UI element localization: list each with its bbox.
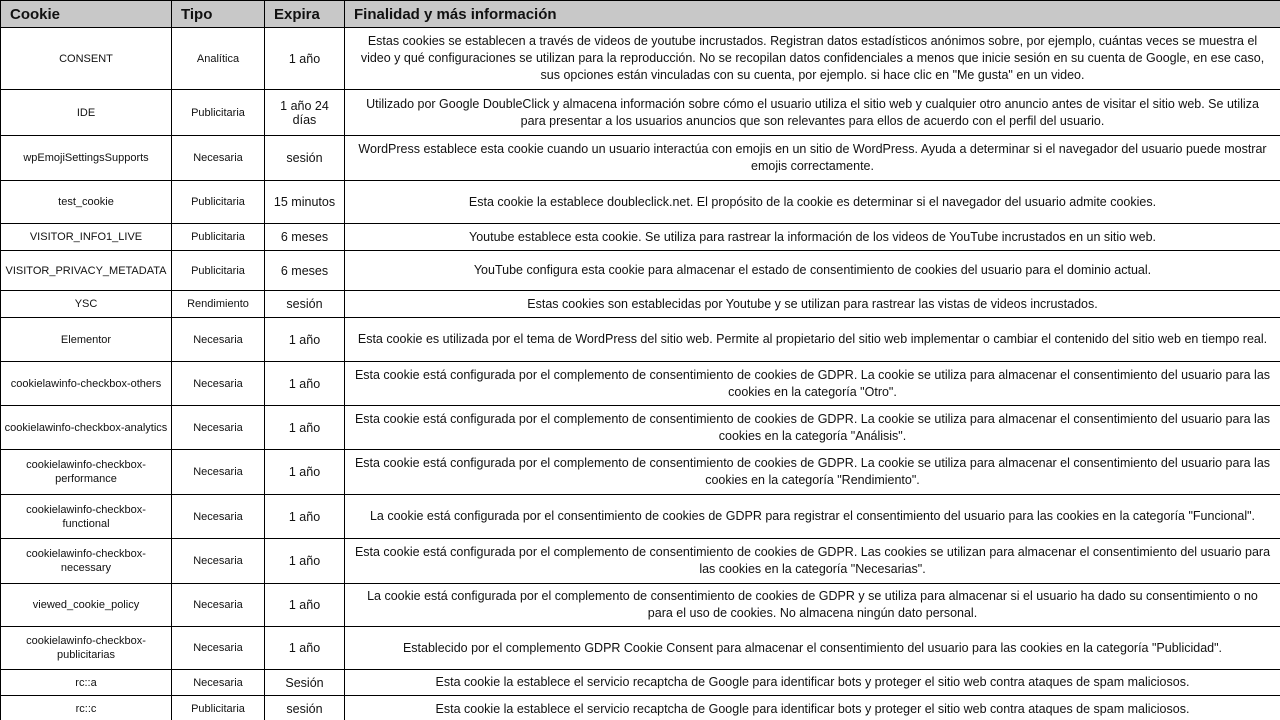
cookie-purpose: Utilizado por Google DoubleClick y almacena información sobre cómo el usuario utiliza el sitio web y cualquier otro anuncio antes de visitar el sitio web. Se utiliza para presentar a los usuarios anuncios que son relevantes para ellos de acuerdo con el perfil del usuario. xyxy=(345,90,1280,136)
table-row xyxy=(1,318,1280,362)
table-row xyxy=(1,584,1280,627)
cookie-expiry: 1 año xyxy=(265,318,345,362)
header-row xyxy=(1,1,1280,28)
cookie-type: Necesaria xyxy=(172,136,265,181)
cookie-expiry: 6 meses xyxy=(265,224,345,251)
cookie-expiry: 1 año xyxy=(265,450,345,495)
header-expira: Expira xyxy=(265,1,345,28)
cookie-purpose: Esta cookie está configurada por el complemento de consentimiento de cookies de GDPR. La cookie se utiliza para almacenar el consentimiento del usuario para las cookies en la categoría "Otro". xyxy=(345,362,1280,406)
cookie-expiry: Sesión xyxy=(265,670,345,696)
cookie-purpose: YouTube configura esta cookie para almacenar el estado de consentimiento de cookies del usuario para el dominio actual. xyxy=(345,251,1280,291)
cookie-expiry: 1 año xyxy=(265,495,345,539)
table-row xyxy=(1,627,1280,670)
table-row xyxy=(1,90,1280,136)
cookie-type: Necesaria xyxy=(172,450,265,495)
cookie-purpose: Esta cookie está configurada por el complemento de consentimiento de cookies de GDPR. Las cookies se utilizan para almacenar el consentimiento del usuario para las cookies en la categoría "Necesarias". xyxy=(345,539,1280,584)
cookie-expiry: sesión xyxy=(265,696,345,720)
cookie-purpose: Esta cookie la establece el servicio recaptcha de Google para identificar bots y proteger el sitio web contra ataques de spam maliciosos. xyxy=(345,696,1280,720)
cookie-purpose: Youtube establece esta cookie. Se utiliza para rastrear la información de los videos de YouTube incrustados en un sitio web. xyxy=(345,224,1280,251)
cookie-name: cookielawinfo-checkbox-others xyxy=(1,362,172,406)
cookie-name: VISITOR_INFO1_LIVE xyxy=(1,224,172,251)
cookie-name: CONSENT xyxy=(1,28,172,90)
cookie-expiry: 1 año xyxy=(265,28,345,90)
cookie-purpose: La cookie está configurada por el consentimiento de cookies de GDPR para registrar el consentimiento del usuario para las cookies en la categoría "Funcional". xyxy=(345,495,1280,539)
cookie-name: rc::a xyxy=(1,670,172,696)
cookie-type: Necesaria xyxy=(172,318,265,362)
cookie-name: IDE xyxy=(1,90,172,136)
cookie-expiry: sesión xyxy=(265,291,345,318)
table-row xyxy=(1,539,1280,584)
cookie-name: cookielawinfo-checkbox-performance xyxy=(1,450,172,495)
cookie-expiry: 1 año xyxy=(265,627,345,670)
cookie-name: wpEmojiSettingsSupports xyxy=(1,136,172,181)
cookie-expiry: 1 año xyxy=(265,584,345,627)
cookie-type: Publicitaria xyxy=(172,696,265,720)
header-tipo: Tipo xyxy=(172,1,265,28)
cookie-type: Necesaria xyxy=(172,627,265,670)
cookie-name: viewed_cookie_policy xyxy=(1,584,172,627)
cookie-type: Necesaria xyxy=(172,670,265,696)
cookie-name: YSC xyxy=(1,291,172,318)
header-finalidad: Finalidad y más información xyxy=(345,1,1280,28)
cookie-purpose: WordPress establece esta cookie cuando un usuario interactúa con emojis en un sitio de WordPress. Ayuda a determinar si el navegador del usuario puede mostrar emojis correctamente. xyxy=(345,136,1280,181)
cookie-expiry: 1 año xyxy=(265,406,345,450)
cookie-purpose: La cookie está configurada por el complemento de consentimiento de cookies de GDPR y se utiliza para almacenar si el usuario ha dado su consentimiento o no para el uso de cookies. No almacena ningún dato personal. xyxy=(345,584,1280,627)
cookie-type: Rendimiento xyxy=(172,291,265,318)
cookie-type: Publicitaria xyxy=(172,224,265,251)
table-row xyxy=(1,406,1280,450)
table-row xyxy=(1,450,1280,495)
cookie-expiry: 1 año xyxy=(265,539,345,584)
cookie-type: Necesaria xyxy=(172,584,265,627)
cookie-purpose: Esta cookie la establece el servicio recaptcha de Google para identificar bots y proteger el sitio web contra ataques de spam maliciosos. xyxy=(345,670,1280,696)
cookie-type: Analítica xyxy=(172,28,265,90)
cookie-name: cookielawinfo-checkbox-necessary xyxy=(1,539,172,584)
cookie-purpose: Establecido por el complemento GDPR Cookie Consent para almacenar el consentimiento del usuario para las cookies en la categoría "Publicidad". xyxy=(345,627,1280,670)
cookie-expiry: 1 año 24 días xyxy=(265,90,345,136)
table-row xyxy=(1,362,1280,406)
cookie-name: test_cookie xyxy=(1,181,172,224)
table-row xyxy=(1,291,1280,318)
cookie-expiry: sesión xyxy=(265,136,345,181)
cookie-type: Publicitaria xyxy=(172,181,265,224)
table-row xyxy=(1,28,1280,90)
cookie-name: Elementor xyxy=(1,318,172,362)
cookie-name: rc::c xyxy=(1,696,172,720)
table-row xyxy=(1,251,1280,291)
cookie-expiry: 15 minutos xyxy=(265,181,345,224)
cookie-name: cookielawinfo-checkbox-analytics xyxy=(1,406,172,450)
cookie-type: Necesaria xyxy=(172,406,265,450)
table-row xyxy=(1,181,1280,224)
cookie-type: Necesaria xyxy=(172,539,265,584)
table-row xyxy=(1,495,1280,539)
cookie-expiry: 6 meses xyxy=(265,251,345,291)
cookie-type: Publicitaria xyxy=(172,90,265,136)
header-cookie: Cookie xyxy=(1,1,172,28)
cookie-purpose: Esta cookie está configurada por el complemento de consentimiento de cookies de GDPR. La cookie se utiliza para almacenar el consentimiento del usuario para las cookies en la categoría "Rendimiento". xyxy=(345,450,1280,495)
cookie-name: cookielawinfo-checkbox-publicitarias xyxy=(1,627,172,670)
table-row xyxy=(1,696,1280,720)
cookie-name: VISITOR_PRIVACY_METADATA xyxy=(1,251,172,291)
cookie-type: Necesaria xyxy=(172,495,265,539)
cookie-type: Necesaria xyxy=(172,362,265,406)
cookie-purpose: Esta cookie la establece doubleclick.net. El propósito de la cookie es determinar si el navegador del usuario admite cookies. xyxy=(345,181,1280,224)
table-row xyxy=(1,136,1280,181)
cookie-purpose: Esta cookie está configurada por el complemento de consentimiento de cookies de GDPR. La cookie se utiliza para almacenar el consentimiento del usuario para las cookies en la categoría "Análisis". xyxy=(345,406,1280,450)
cookie-name: cookielawinfo-checkbox-functional xyxy=(1,495,172,539)
table-row xyxy=(1,670,1280,696)
cookie-purpose: Esta cookie es utilizada por el tema de WordPress del sitio web. Permite al propietario del sitio web implementar o cambiar el contenido del sitio web en tiempo real. xyxy=(345,318,1280,362)
table-row xyxy=(1,224,1280,251)
cookie-purpose: Estas cookies son establecidas por Youtube y se utilizan para rastrear las vistas de videos incrustados. xyxy=(345,291,1280,318)
cookie-purpose: Estas cookies se establecen a través de videos de youtube incrustados. Registran datos estadísticos anónimos sobre, por ejemplo, cuántas veces se muestra el video y qué configuraciones se utilizan para la reproducción. No se recopilan datos confidenciales a menos que inicie sesión en su cuenta de Google, en ese caso, sus opciones están vinculadas con su cuenta, por ejemplo. si hace clic en "Me gusta" en un video. xyxy=(345,28,1280,90)
cookie-expiry: 1 año xyxy=(265,362,345,406)
cookie-type: Publicitaria xyxy=(172,251,265,291)
